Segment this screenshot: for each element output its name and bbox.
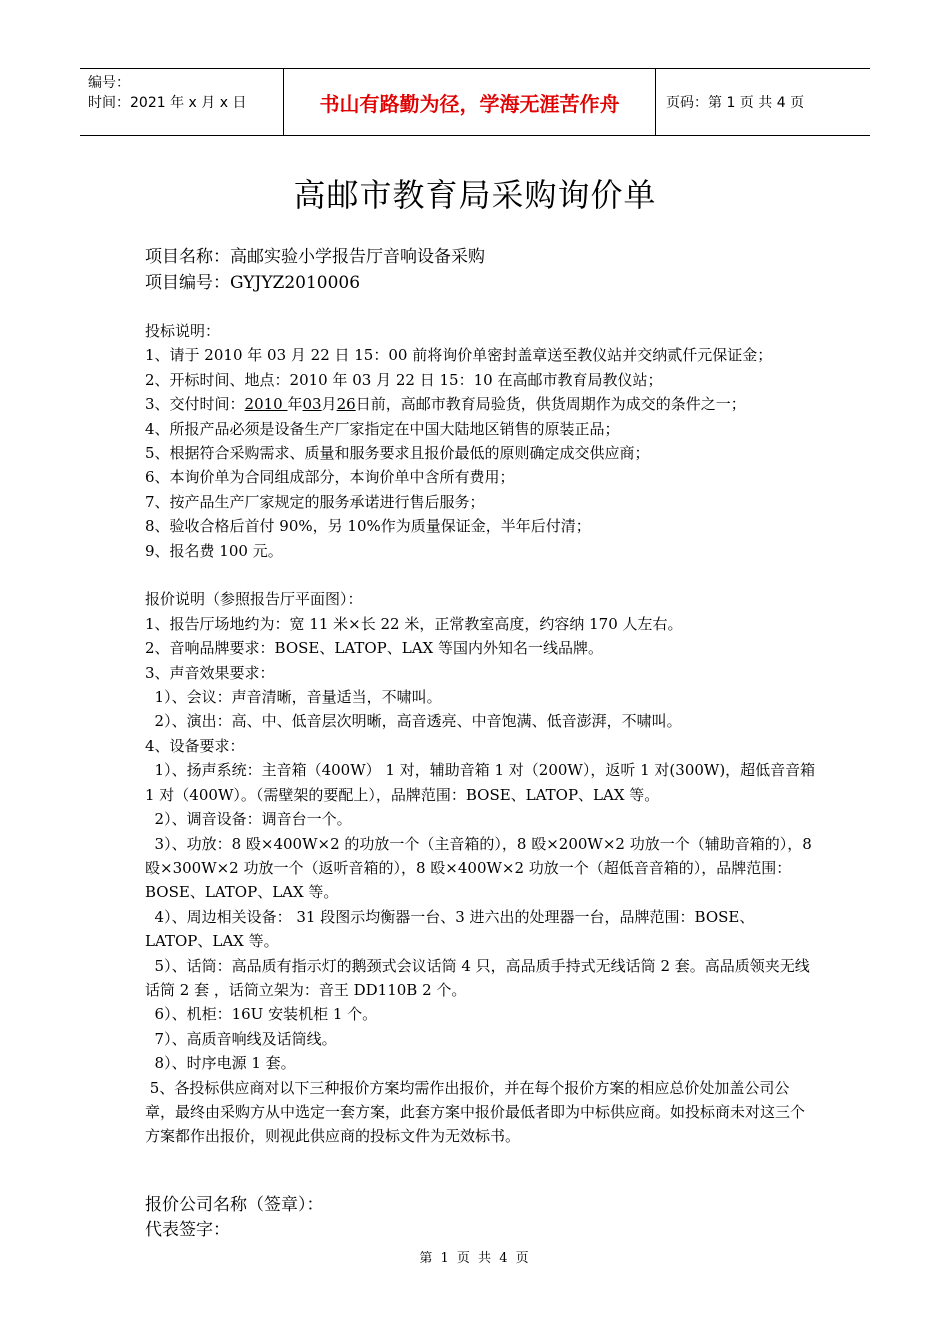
- delivery-year: 2010: [244, 395, 288, 414]
- bid-note-4: 4、所报产品必须是设备生产厂家指定在中国大陆地区销售的原装正品；: [145, 419, 620, 438]
- motto: 书山有路勤为径，学海无涯苦作舟: [283, 69, 656, 135]
- equipment-1: 1）、扬声系统：主音箱（400W） 1 对，辅助音箱 1 对（200W），返听 1 对(300W)，超低音音箱 1 对（400W）。（需壁架的要配上），品牌范围：BOSE、LATOP、LAX 等。: [145, 761, 820, 804]
- project-code: 项目编号：GYJYZ2010006: [145, 273, 361, 293]
- quote-line-4: 1）、会议：声音清晰，音量适当，不啸叫。: [145, 688, 442, 707]
- page-title: 高邮市教育局采购询价单: [293, 176, 657, 214]
- bid-note-3-label: 3、交付时间：: [145, 395, 245, 414]
- bid-note-9: 9、报名费 100 元。: [145, 541, 283, 560]
- bid-notes-heading: 投标说明：: [145, 322, 221, 340]
- page-code: 页码：第 1 页 共 4 页: [666, 95, 805, 111]
- header-left-cell: [88, 73, 246, 113]
- equipment-7: 7）、高质音响线及话筒线。: [145, 1029, 337, 1048]
- bid-note-5: 5、根据符合采购需求、质量和服务要求且报价最低的原则确定成交供应商；: [145, 444, 650, 463]
- bid-note-1: 1、请于 2010 年 03 月 22 日 15：00 前将询价单密封盖章送至教仪站并交纳贰仟元保证金；: [145, 346, 773, 365]
- equipment-4: 4）、周边相关设备： 31 段图示均衡器一台、3 进六出的处理器一台，品牌范围：BOSE、LATOP、LAX 等。: [145, 907, 755, 951]
- quote-line-5: 2）、演出：高、中、低音层次明晰，高音透亮、中音饱满、低音澎湃，不啸叫。: [145, 712, 682, 731]
- document-body: [145, 319, 820, 1149]
- quote-line-1: 1、报告厅场地约为：宽 11 米×长 22 米，正常教室高度，约容纳 170 人左右。: [145, 614, 683, 633]
- equipment-3: 3）、功放：8 殴×400W×2 的功放一个（主音箱的），8 殴×200W×2 功放一个（辅助音箱的），8 殴×300W×2 功放一个（返听音箱的），8 殴×400W×2 功放一个（超低音音箱的），品牌范围：BOSE、LATOP、LAX 等。: [145, 834, 817, 902]
- delivery-rest: 日前，高邮市教育局验货，供货周期作为成交的条件之一；: [355, 395, 746, 414]
- equipment-5: 5）、话筒：高品质有指示灯的鹅颈式会议话筒 4 只，高品质手持式无线话筒 2 套。高品质领夹无线话筒 2 套 ，话筒立架为：音王 DD110B 2 个。: [145, 956, 810, 999]
- quote-line-6: 4、设备要求：: [145, 736, 245, 755]
- delivery-month: 03: [302, 395, 322, 414]
- bid-note-8: 8、验收合格后首付 90%，另 10%作为质量保证金，半年后付清；: [145, 517, 591, 536]
- quote-line-2: 2、音响品牌要求：BOSE、LATOP、LAX 等国内外知名一线品牌。: [145, 639, 603, 658]
- number-label: 编号：: [88, 75, 130, 91]
- bid-note-3: [145, 392, 817, 416]
- page-footer: 第 1 页 共 4 页: [419, 1251, 531, 1266]
- delivery-year-unit: 年: [287, 395, 303, 414]
- bid-note-6: 6、本询价单为合同组成部分，本询价单中含所有费用；: [145, 468, 515, 487]
- project-name: 项目名称：高邮实验小学报告厅音响设备采购: [145, 247, 485, 267]
- delivery-day: 26: [336, 395, 356, 414]
- company-signature-label: 报价公司名称（签章）：: [145, 1195, 324, 1215]
- bid-note-2: 2、开标时间、地点：2010 年 03 月 22 日 15：10 在高邮市教育局教仪站；: [145, 370, 663, 389]
- quote-line-3: 3、声音效果要求：: [145, 663, 275, 682]
- equipment-8: 8）、时序电源 1 套。: [145, 1054, 296, 1073]
- quote-notes-heading: 报价说明（参照报告厅平面图）：: [145, 590, 363, 609]
- equipment-2: 2）、调音设备：调音台一个。: [145, 810, 352, 829]
- date-line: 时间：2021 年 x 月 x 日: [88, 95, 247, 111]
- delivery-month-unit: 月: [321, 395, 337, 414]
- quote-item-5: 5、各投标供应商对以下三种报价方案均需作出报价，并在每个报价方案的相应总价处加盖公司公章，最终由采购方从中选定一套方案，此套方案中报价最低者即为中标供应商。如投标商未对这三个方案都作出报价，则视此供应商的投标文件为无效标书。: [145, 1078, 806, 1146]
- equipment-6: 6）、机柜：16U 安装机柜 1 个。: [145, 1005, 378, 1024]
- page-header: [80, 68, 870, 136]
- representative-signature-label: 代表签字：: [145, 1220, 230, 1240]
- bid-note-7: 7、按产品生产厂家规定的服务承诺进行售后服务；: [145, 492, 485, 511]
